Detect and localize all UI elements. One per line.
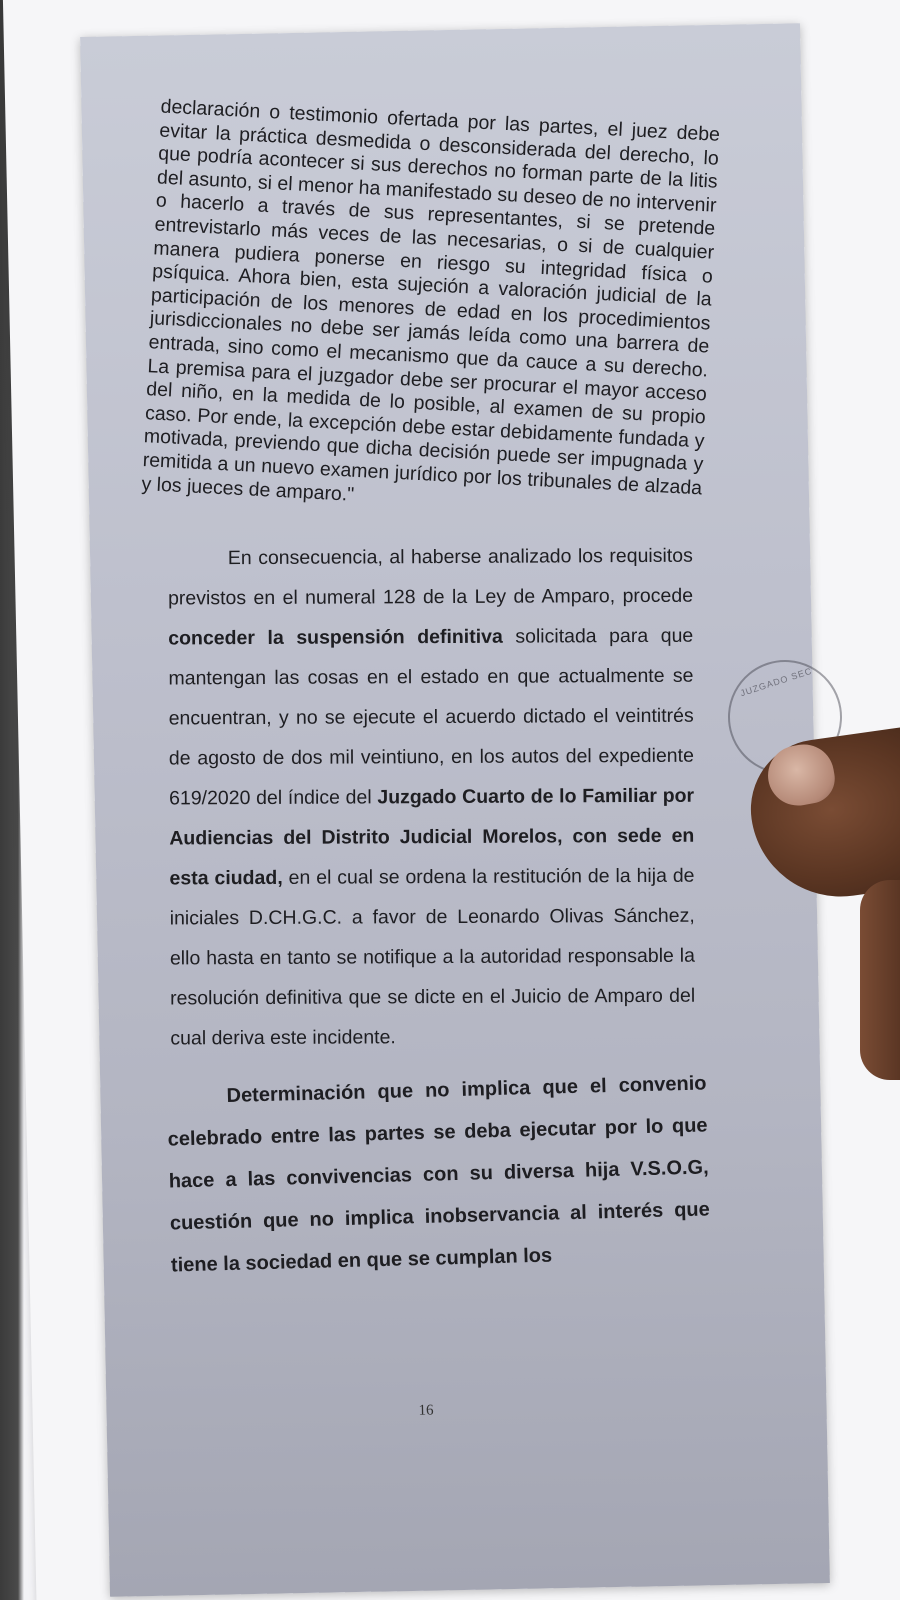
holding-hand xyxy=(860,880,900,1080)
resolution-bold-suspension: conceder la suspensión definitiva xyxy=(168,625,503,650)
seal-text: JUZGADO SEC xyxy=(739,665,814,699)
document-page xyxy=(80,23,830,1597)
determination-paragraph xyxy=(166,1063,711,1287)
resolution-text-part2: solicitada para que mantengan las cosas en el estado en que actualmente se encuentran, y no se ejecute el acuerdo dictado el veintitrés de agosto de dos mil veintiuno, en los autos del expediente 619/2020 del índice del xyxy=(168,624,694,810)
resolution-text-part3: en el cual se ordena la restitución de la hija de iniciales D.CH.G.C. a favor de Leonardo Olivas Sánchez, ello hasta en tanto se notifique a la autoridad responsable la resolución definitiva que se dicte en el Juicio de Amparo del cual deriva este incidente. xyxy=(169,864,696,1050)
quoted-paragraph-text: declaración o testimonio ofertada por las partes, el juez debe evitar la práctica desmedida o desconsiderada del derecho, lo que podría acontecer si sus derechos no forman parte de la litis del asunto, si el menor ha manifestado su deseo de no intervenir o hacerlo a través de sus representantes, si se pretende entrevistarlo más veces de las necesarias, o si de cualquier manera pudiera ponerse en riesgo su integridad física o psíquica. Ahora bien, esta sujeción a valoración judicial de la participación de los menores de edad en los procedimientos jurisdiccionales no debe ser jamás leída como una barrera de entrada, sino como el mecanismo que da cauce a su derecho. La premisa para el juzgador debe ser procurar el mayor acceso del niño, en la medida de lo posible, al examen de su propio caso. Por ende, la excepción debe estar debidamente fundada y motivada, previendo que dicha decisión puede ser impugnada y remitida a un nuevo examen jurídico por los tribunales de alzada y los jueces de amparo." xyxy=(141,95,721,506)
determination-paragraph-text: Determinación que no implica que el convenio celebrado entre las partes se deba ejecutar por lo que hace a las convivencias con su diversa hija V.S.O.G, cuestión que no implica inobservancia al interés que tiene la sociedad en que se cumplan los xyxy=(167,1072,711,1277)
quoted-paragraph xyxy=(141,96,721,525)
document-text xyxy=(141,84,764,1286)
resolution-paragraph xyxy=(168,536,696,1059)
resolution-bold-court: Juzgado Cuarto de lo Familiar por Audiencias del Distrito Judicial Morelos, con sede en esta ciudad, xyxy=(169,784,695,890)
resolution-paragraph-text xyxy=(168,536,696,1059)
page-number: 16 xyxy=(418,1402,434,1419)
resolution-text-part1: En consecuencia, al haberse analizado los requisitos previstos en el numeral 128 de la Ley de Amparo, procede xyxy=(167,544,694,610)
